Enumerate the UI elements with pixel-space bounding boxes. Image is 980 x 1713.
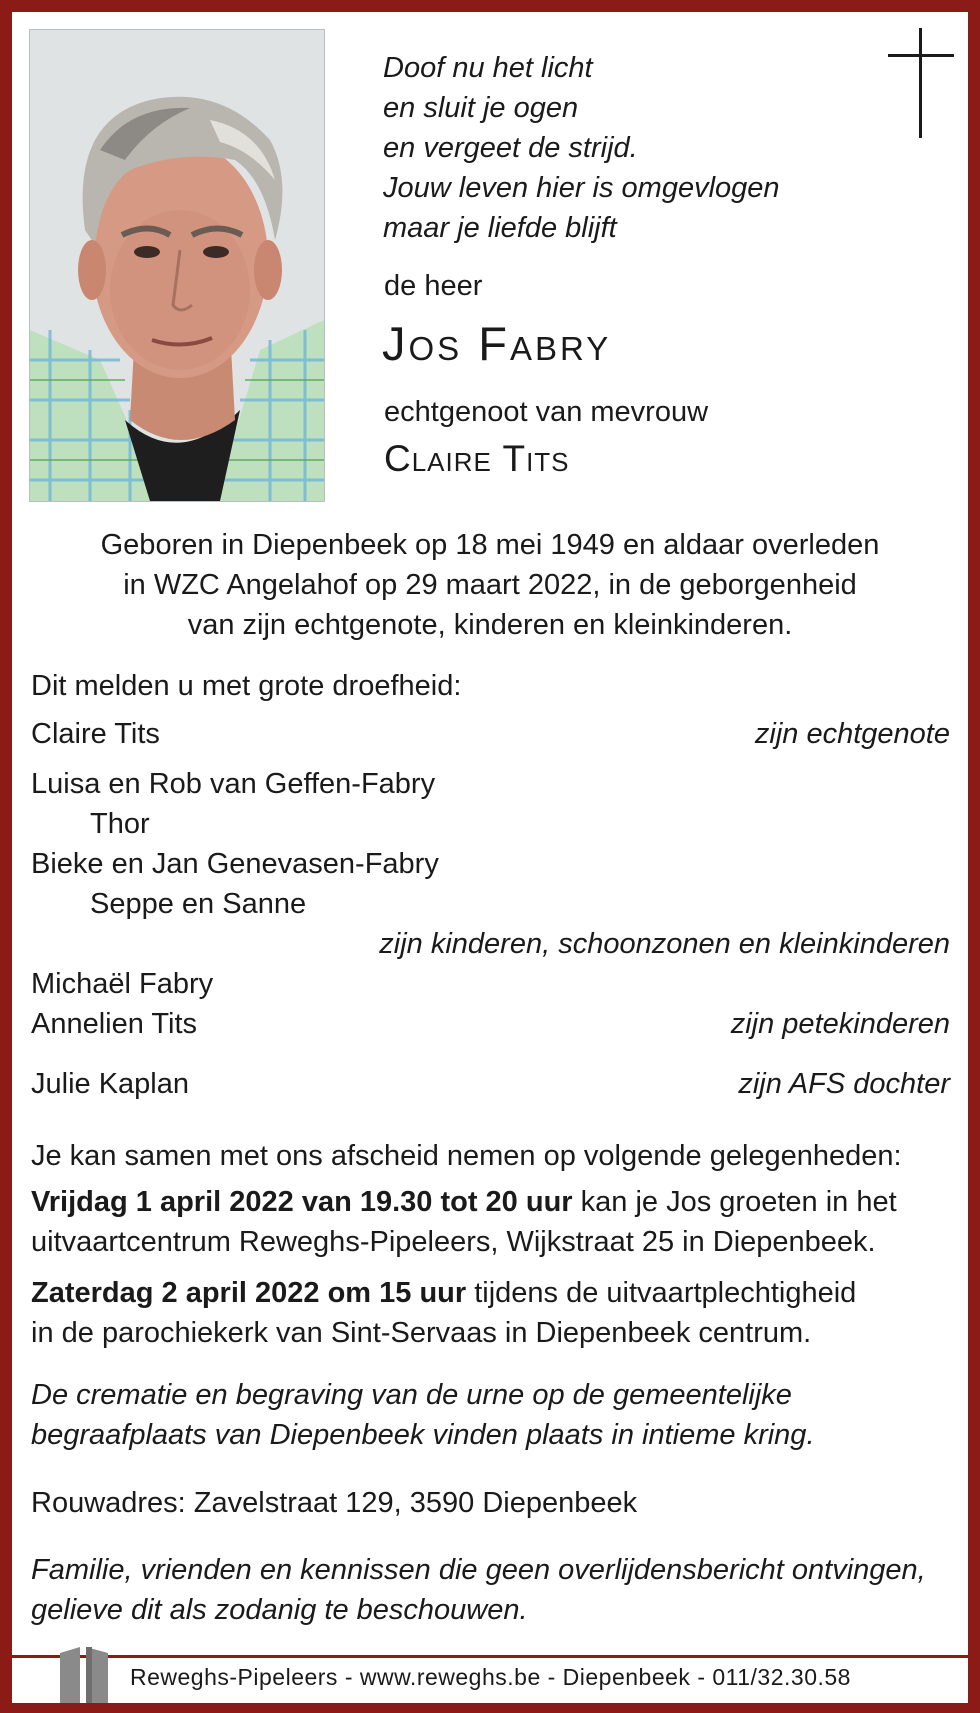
occasion-text: kan je Jos groeten in het [572,1186,897,1218]
family-children-relation: zijn kinderen, schoonzonen en kleinkinderen [379,928,950,960]
funeral-home-logo-icon [58,1645,114,1703]
occasion-date: Zaterdag 2 april 2022 om 15 uur [31,1277,467,1309]
family-grandchildren: Seppe en Sanne [90,888,307,920]
portrait-photo [29,29,325,502]
family-godchild-name: Annelien Tits [31,1008,198,1040]
poem-line: maar je liefde blijft [383,212,617,244]
footer-contact: Reweghs-Pipeleers - www.reweghs.be - Diepenbeek - 011/32.30.58 [130,1664,851,1690]
occasion-text: in de parochiekerk van Sint-Servaas in Diepenbeek centrum. [31,1317,812,1349]
spouse-name: Claire Tits [384,438,570,479]
poem-line: Doof nu het licht [383,52,593,84]
family-child-name: Luisa en Rob van Geffen-Fabry [31,768,436,800]
deceased-prefix: de heer [384,270,483,302]
occasion-date: Vrijdag 1 april 2022 van 19.30 tot 20 uur [31,1186,573,1218]
family-afs-name: Julie Kaplan [31,1068,189,1100]
poem-line: en vergeet de strijd. [383,132,638,164]
occasion-text: uitvaartcentrum Reweghs-Pipeleers, Wijkstraat 25 in Diepenbeek. [31,1226,876,1258]
poem-line: en sluit je ogen [383,92,579,124]
poem-line: Jouw leven hier is omgevlogen [383,172,780,204]
family-child-name: Bieke en Jan Genevasen-Fabry [31,848,439,880]
occasion-text: tijdens de uitvaartplechtigheid [466,1277,857,1309]
family-godchild-name: Michaël Fabry [31,968,214,1000]
paragraph-line: Geboren in Diepenbeek op 18 mei 1949 en aldaar overleden [100,529,880,561]
cremation-note [31,1375,961,1455]
paragraph-line: in WZC Angelahof op 29 maart 2022, in de geborgenheid [123,569,857,601]
announce-intro: Dit melden u met grote droefheid: [31,670,462,702]
family-godchildren-relation: zijn petekinderen [730,1008,950,1040]
family-spouse-name: Claire Tits [31,718,160,750]
deceased-name: Jos Fabry [382,317,612,370]
paragraph-line: Familie, vrienden en kennissen die geen overlijdensbericht ontvingen, [31,1554,926,1586]
paragraph-line: gelieve dit als zodanig te beschouwen. [31,1594,528,1626]
occasions-intro: Je kan samen met ons afscheid nemen op volgende gelegenheden: [31,1140,902,1172]
spouse-prefix: echtgenoot van mevrouw [384,396,709,428]
footer-rule [12,1655,968,1658]
paragraph-line: begraafplaats van Diepenbeek vinden plaats in intieme kring. [31,1419,815,1451]
mourning-address: Rouwadres: Zavelstraat 129, 3590 Diepenbeek [31,1487,638,1519]
paragraph-line: van zijn echtgenote, kinderen en kleinkinderen. [187,609,793,641]
birth-death-paragraph [30,525,950,645]
family-afs-relation: zijn AFS dochter [738,1068,950,1100]
closing-note [31,1550,961,1630]
poem [383,48,780,248]
paragraph-line: De crematie en begraving van de urne op de gemeentelijke [31,1379,792,1411]
family-spouse-relation: zijn echtgenote [754,718,950,750]
occasion-visitation [31,1182,961,1262]
latin-cross-icon [888,28,954,138]
occasion-funeral [31,1273,961,1353]
family-grandchildren: Thor [90,808,150,840]
